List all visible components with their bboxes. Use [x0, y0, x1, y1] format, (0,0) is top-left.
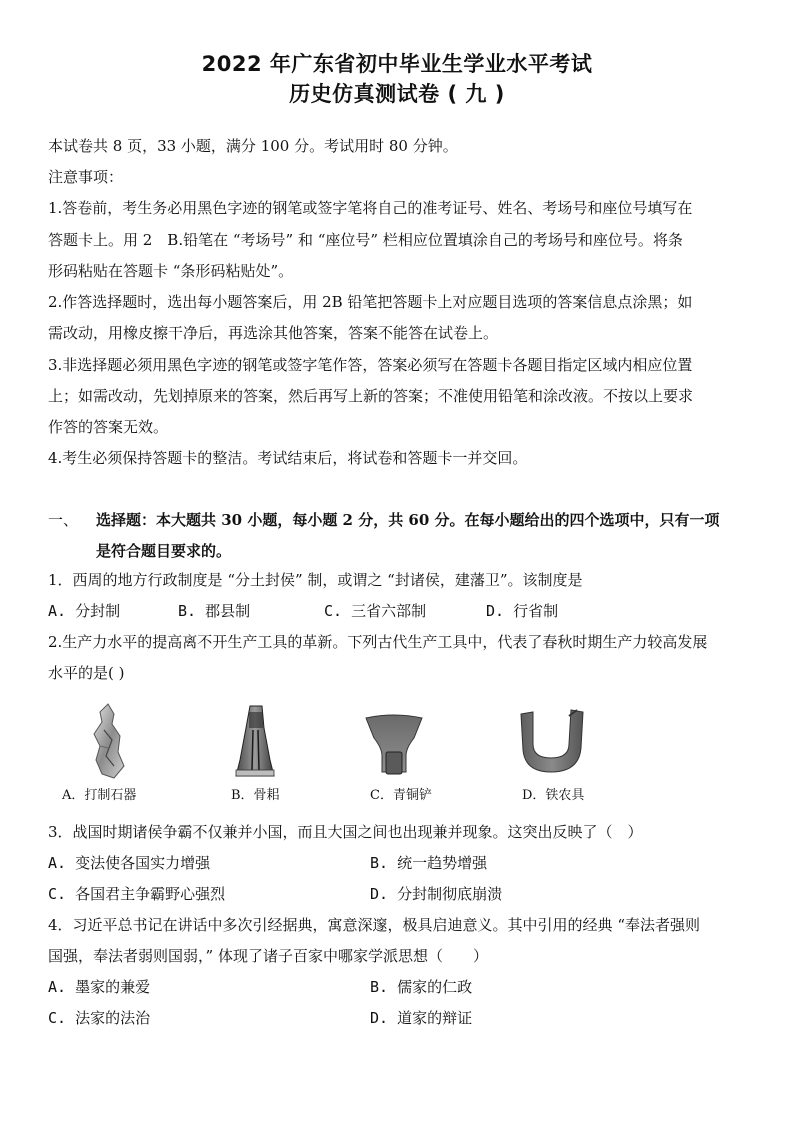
option-text: 法家的法治	[75, 1009, 151, 1027]
question-4-stem-cont: 国强，奉法者弱则国弱，” 体现了诸子百家中哪家学派思想（ ）	[48, 947, 488, 965]
note-line: 答题卡上。用 2 B.铅笔在 “考场号” 和 “座位号” 栏相应位置填涂自己的考场号和座位号。将条	[48, 231, 683, 249]
note-line: 2.作答选择题时，选出每小题答案后，用 2B 铅笔把答题卡上对应题目选项的答案信息点涂黑；如	[48, 293, 693, 311]
question-3-stem: 3．战国时期诸侯争霸不仅兼并小国，而且大国之间也出现兼并现象。这突出反映了（ ）	[48, 823, 643, 841]
q3-option-a[interactable]	[48, 853, 210, 873]
note-line: 3.非选择题必须用黑色字迹的钢笔或签字笔作答，答案必须写在答题卡各题目指定区域内相应位置	[48, 356, 693, 374]
bronze-shovel-icon	[364, 712, 424, 778]
option-text: 行省制	[513, 602, 559, 620]
section-heading-cont: 是符合题目要求的。	[96, 542, 232, 560]
q4-option-d[interactable]	[370, 1008, 472, 1028]
option-letter: B.	[178, 602, 197, 620]
option-letter: A.	[48, 978, 67, 996]
exam-intro: 本试卷共 8 页，33 小题，满分 100 分。考试用时 80 分钟。	[48, 137, 458, 155]
option-letter: C.	[48, 1009, 67, 1027]
option-letter: A.	[48, 854, 67, 872]
option-letter: D.	[486, 602, 505, 620]
q4-option-c[interactable]	[48, 1008, 150, 1028]
option-text: 各国君主争霸野心强烈	[75, 885, 226, 903]
iron-farm-tool-image[interactable]	[517, 708, 585, 776]
iron-farm-tool-icon	[517, 708, 585, 776]
q4-option-b[interactable]	[370, 977, 472, 997]
q1-option-d[interactable]	[486, 601, 558, 621]
q4-option-a[interactable]	[48, 977, 150, 997]
bone-spade-image[interactable]	[232, 704, 278, 780]
question-4-stem: 4．习近平总书记在讲话中多次引经据典，寓意深邃，极具启迪意义。其中引用的经典 “奉法者强则	[48, 916, 700, 934]
note-line: 1.答卷前，考生务必用黑色字迹的钢笔或签字笔将自己的准考证号、姓名、考场号和座位号填写在	[48, 199, 693, 217]
q3-option-b[interactable]	[370, 853, 487, 873]
option-letter: D.	[370, 1009, 389, 1027]
option-text: 儒家的仁政	[397, 978, 473, 996]
option-letter: C.	[48, 885, 67, 903]
q1-option-b[interactable]	[178, 601, 250, 621]
option-text: 分封制彻底崩溃	[397, 885, 503, 903]
option-text: 墨家的兼爱	[75, 978, 151, 996]
note-line: 形码粘贴在答题卡 “条形码粘贴处”。	[48, 262, 294, 280]
q3-option-d[interactable]	[370, 884, 502, 904]
option-letter: B.	[370, 854, 389, 872]
image-caption-a: A．打制石器	[62, 788, 137, 803]
chipped-stone-tool-icon	[88, 700, 128, 780]
option-letter: C.	[324, 602, 343, 620]
option-text: 三省六部制	[351, 602, 427, 620]
notes-label: 注意事项：	[48, 168, 124, 186]
option-text: 分封制	[75, 602, 121, 620]
section-number: 一、	[48, 511, 79, 529]
note-line: 作答的答案无效。	[48, 418, 169, 436]
exam-subtitle: 历史仿真测试卷 ( 九 )	[289, 82, 505, 106]
option-text: 道家的辩证	[397, 1009, 473, 1027]
image-caption-b: B．骨耜	[231, 788, 280, 803]
option-letter: B.	[370, 978, 389, 996]
question-2-stem: 2.生产力水平的提高离不开生产工具的革新。下列古代生产工具中，代表了春秋时期生产力较高发展	[48, 633, 708, 651]
q1-option-c[interactable]	[324, 601, 426, 621]
option-letter: A.	[48, 602, 67, 620]
image-caption-d: D．铁农具	[522, 788, 585, 803]
chipped-stone-tool-image[interactable]	[88, 700, 128, 780]
option-letter: D.	[370, 885, 389, 903]
question-2-stem-cont: 水平的是( )	[48, 664, 125, 682]
image-caption-c: C．青铜铲	[370, 788, 432, 803]
exam-title: 2022 年广东省初中毕业生学业水平考试	[201, 52, 593, 76]
section-heading: 选择题：本大题共 30 小题，每小题 2 分，共 60 分。在每小题给出的四个选项中，只有一项	[96, 511, 720, 529]
q1-option-a[interactable]	[48, 601, 120, 621]
option-text: 变法使各国实力增强	[75, 854, 211, 872]
question-1-stem: 1．西周的地方行政制度是 “分土封侯” 制，或谓之 “封诸侯，建藩卫”。该制度是	[48, 571, 583, 589]
option-text: 郡县制	[205, 602, 251, 620]
bronze-shovel-image[interactable]	[364, 712, 424, 778]
q3-option-c[interactable]	[48, 884, 225, 904]
note-line: 4.考生必须保持答题卡的整洁。考试结束后，将试卷和答题卡一并交回。	[48, 449, 528, 467]
option-text: 统一趋势增强	[397, 854, 488, 872]
note-line: 需改动，用橡皮擦干净后，再选涂其他答案，答案不能答在试卷上。	[48, 324, 499, 342]
note-line: 上；如需改动，先划掉原来的答案，然后再写上新的答案；不准使用铅笔和涂改液。不按以上要求	[48, 387, 694, 405]
bone-spade-icon	[232, 704, 278, 780]
